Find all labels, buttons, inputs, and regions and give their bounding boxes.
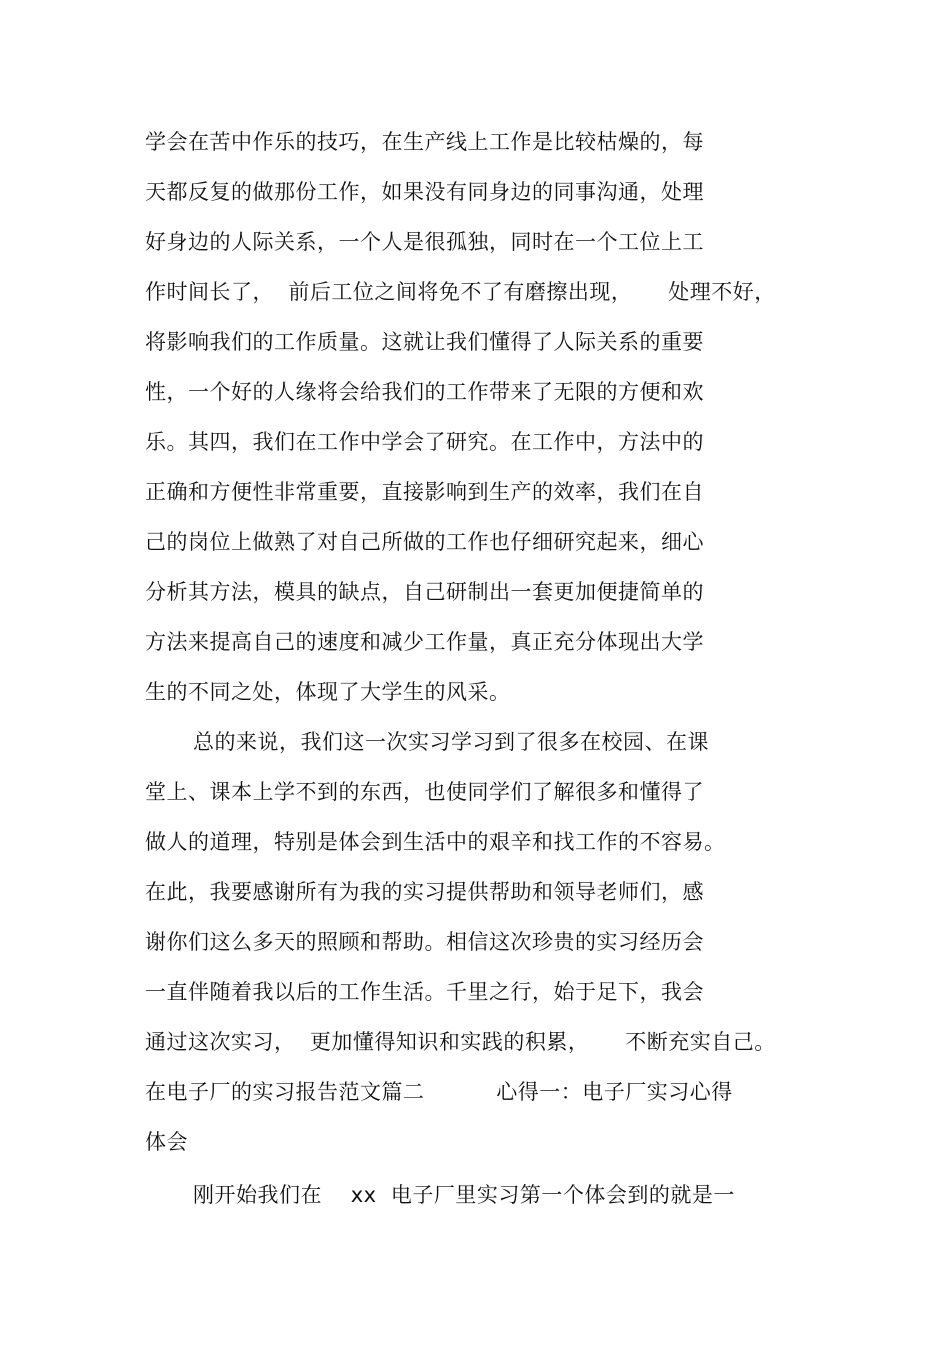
paragraph-first-line: 总的来说，我们这一次实习学习到了很多在校园、在课 [193, 730, 709, 754]
text-line: 性，一个好的人缘将会给我们的工作带来了无限的方便和欢 [145, 380, 704, 404]
text-line: 学会在苦中作乐的技巧，在生产线上工作是比较枯燥的，每 [145, 130, 704, 154]
text-line: 谢你们这么多天的照顾和帮助。相信这次珍贵的实习经历会 [145, 930, 704, 954]
text-line: 作时间长了， 前后工位之间将免不了有磨擦出现， 处理不好， [145, 280, 776, 304]
text-line: 乐。其四，我们在工作中学会了研究。在工作中，方法中的 [145, 430, 704, 454]
text-line: 好身边的人际关系，一个人是很孤独，同时在一个工位上工 [145, 230, 704, 254]
text-line: 做人的道理，特别是体会到生活中的艰辛和找工作的不容易。 [145, 830, 726, 854]
section-heading: 在电子厂的实习报告范文篇二 心得一：电子厂实习心得 [145, 1080, 733, 1104]
text-line: 堂上、课本上学不到的东西，也使同学们了解很多和懂得了 [145, 780, 704, 804]
text-line: 正确和方便性非常重要，直接影响到生产的效率，我们在自 [145, 480, 704, 504]
text-line: 方法来提高自己的速度和减少工作量，真正充分体现出大学 [145, 630, 704, 654]
section-heading-continuation: 体会 [145, 1130, 188, 1154]
paragraph-first-line: 刚开始我们在 xx 电子厂里实习第一个体会到的就是一 [193, 1183, 735, 1207]
text-line: 将影响我们的工作质量。这就让我们懂得了人际关系的重要 [145, 330, 704, 354]
text-line: 天都反复的做那份工作，如果没有同身边的同事沟通，处理 [145, 180, 704, 204]
text-line: 在此，我要感谢所有为我的实习提供帮助和领导老师们，感 [145, 880, 704, 904]
text-line: 分析其方法，模具的缺点，自己研制出一套更加便捷简单的 [145, 580, 704, 604]
text-line: 通过这次实习， 更加懂得知识和实践的积累， 不断充实自己。 [145, 1030, 776, 1054]
text-line: 一直伴随着我以后的工作生活。千里之行，始于足下，我会 [145, 980, 704, 1004]
text-line: 生的不同之处，体现了大学生的风采。 [145, 680, 511, 704]
text-line: 己的岗位上做熟了对自己所做的工作也仔细研究起来，细心 [145, 530, 704, 554]
